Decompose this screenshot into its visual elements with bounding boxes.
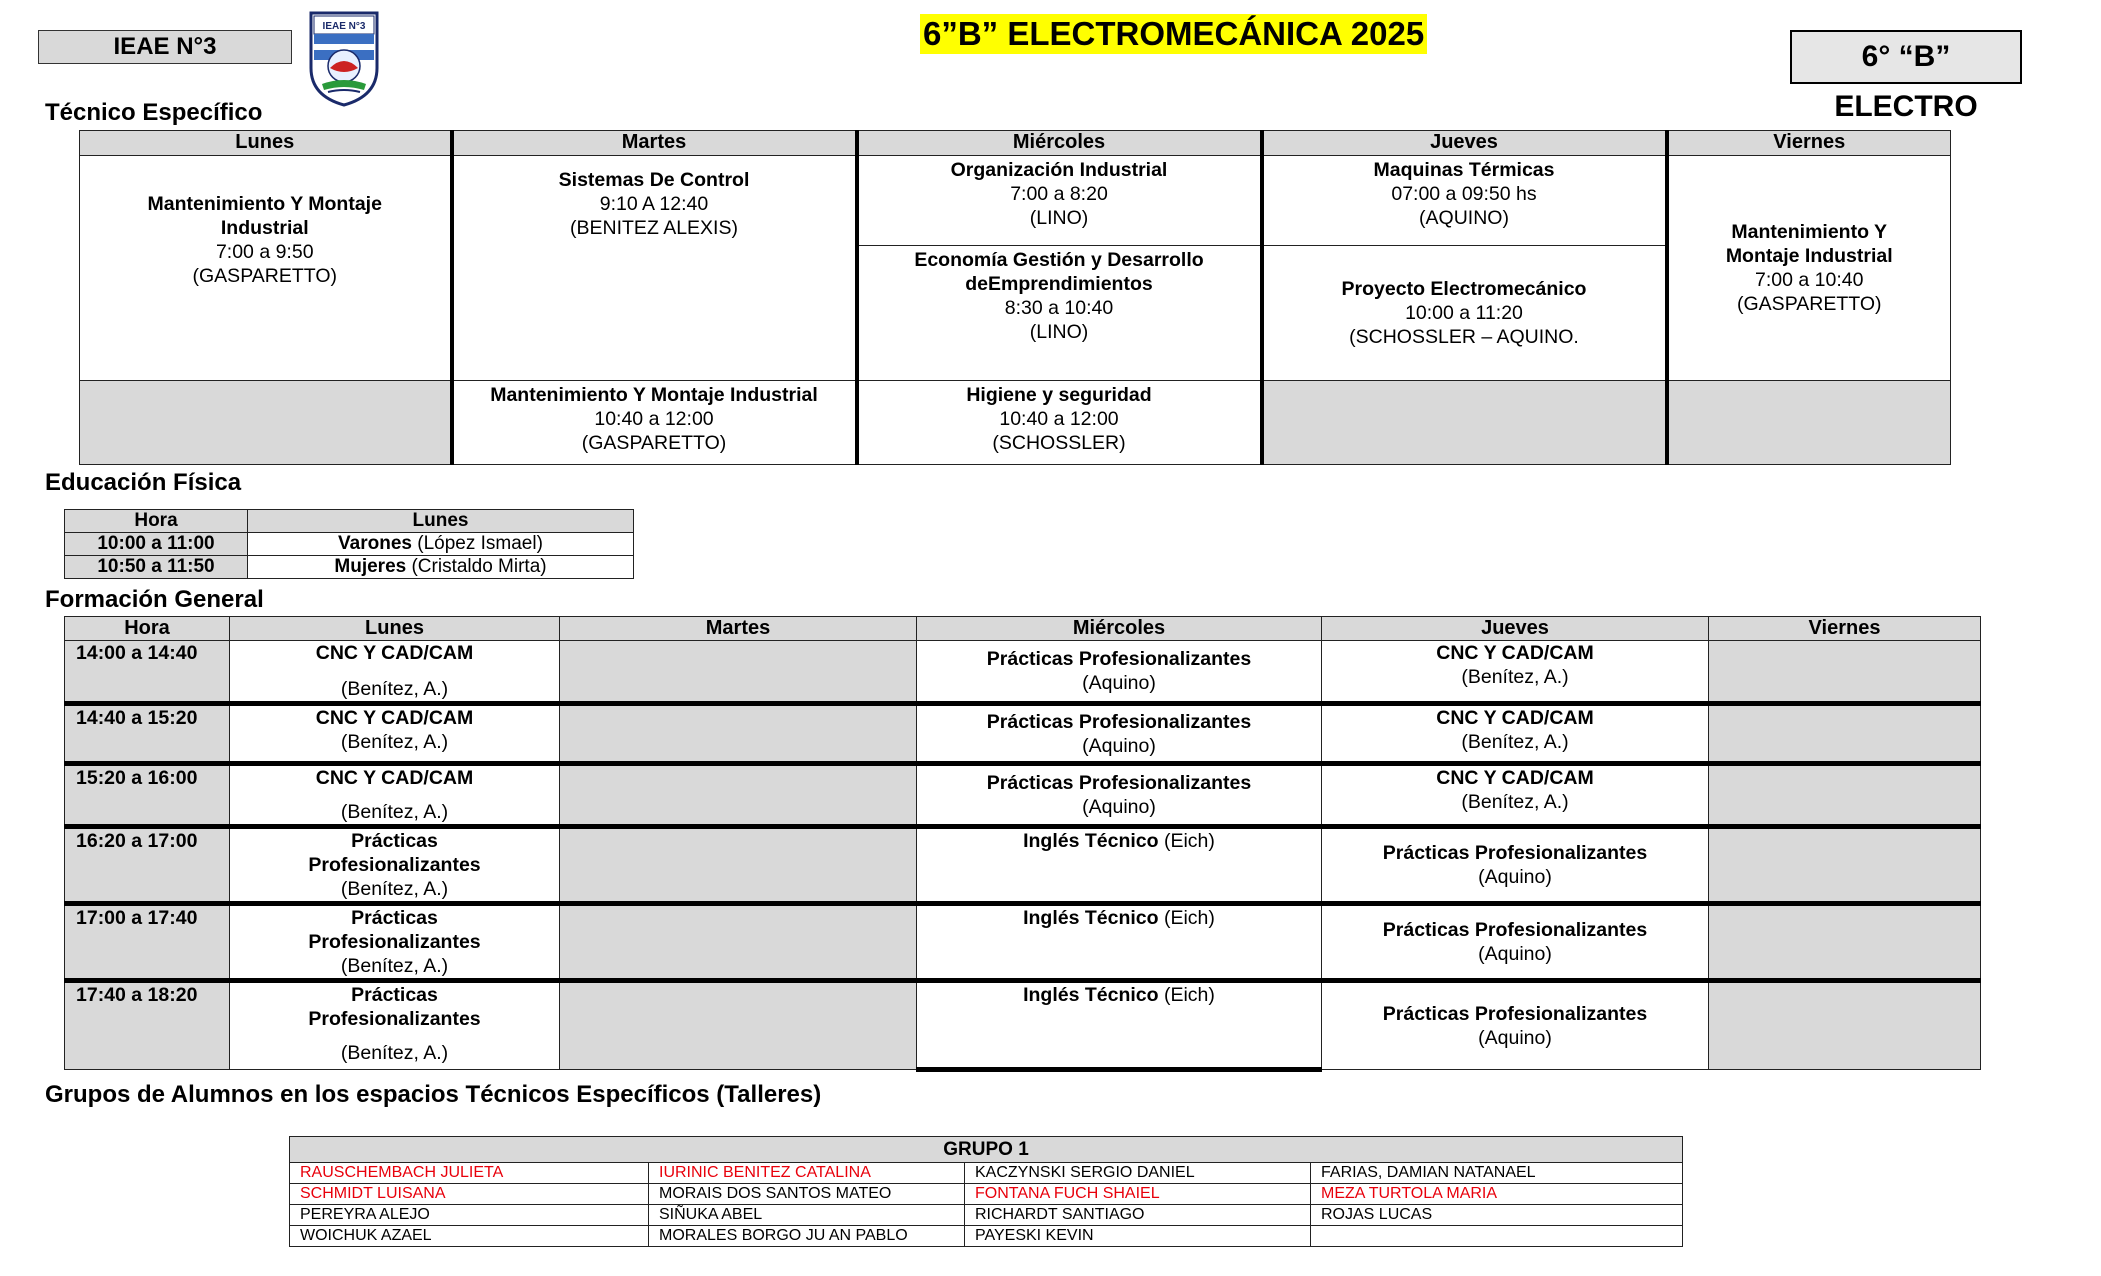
fg-cell-lunes [230, 981, 560, 1070]
student-name: SCHMIDT LUISANA [290, 1184, 649, 1205]
fg-cell-martes [560, 981, 917, 1070]
fg-cell-miercoles [917, 764, 1322, 827]
fg-cell-viernes [1709, 641, 1981, 704]
fg-cell-jueves [1322, 704, 1709, 764]
tecnico-cell-martes-1 [452, 156, 857, 381]
student-name: RICHARDT SANTIAGO [965, 1205, 1311, 1226]
subject-teacher: (AQUINO) [1419, 207, 1509, 229]
subject-teacher: (SCHOSSLER) [992, 432, 1126, 454]
ef-cell [248, 533, 634, 556]
subject-name: Prácticas Profesionalizantes [1382, 919, 1648, 941]
subject-name: CNC Y CAD/CAM [1436, 767, 1594, 789]
subject-name: Prácticas Profesionalizantes [308, 830, 481, 876]
subject-teacher: (GASPARETTO) [192, 265, 337, 287]
section-title-formacion-general: Formación General [45, 586, 264, 613]
fg-cell-miercoles [917, 981, 1322, 1070]
fg-cell-martes [560, 764, 917, 827]
fg-cell-viernes [1709, 704, 1981, 764]
tecnico-header-lunes: Lunes [80, 131, 452, 156]
fg-cell-lunes [230, 764, 560, 827]
fg-row [65, 704, 1981, 764]
subject-time: 10:00 a 11:20 [1405, 302, 1523, 324]
fg-header-hora: Hora [65, 617, 230, 641]
student-name: WOICHUK AZAEL [290, 1226, 649, 1247]
fg-cell-viernes [1709, 764, 1981, 827]
subject-name: Maquinas Térmicas [1373, 159, 1555, 181]
fg-row [65, 764, 1981, 827]
subject-name: Mantenimiento Y Montaje Industrial [147, 193, 382, 239]
subject-teacher: (Benítez, A.) [1461, 731, 1569, 753]
subject-name: Proyecto Electromecánico [1341, 278, 1587, 300]
subject-name: Higiene y seguridad [966, 384, 1152, 406]
tecnico-header-jueves: Jueves [1262, 131, 1667, 156]
fg-hora: 16:20 a 17:00 [65, 827, 230, 904]
subject-time: 10:40 a 12:00 [999, 408, 1119, 430]
subject-name: Prácticas Profesionalizantes [986, 772, 1252, 794]
student-name: SIÑUKA ABEL [649, 1205, 965, 1226]
ef-cell [248, 556, 634, 579]
grupo-row [290, 1226, 1683, 1247]
fg-hora: 15:20 a 16:00 [65, 764, 230, 827]
fg-cell-jueves [1322, 904, 1709, 981]
ef-header-hora: Hora [65, 510, 248, 533]
fg-cell-martes [560, 827, 917, 904]
fg-header-martes: Martes [560, 617, 917, 641]
fg-cell-viernes [1709, 904, 1981, 981]
student-name: FARIAS, DAMIAN NATANAEL [1311, 1163, 1683, 1184]
subject-time: 7:00 a 9:50 [215, 241, 314, 263]
fg-cell-martes [560, 704, 917, 764]
fg-header-miercoles: Miércoles [917, 617, 1322, 641]
subject-name: Mantenimiento Y Montaje Industrial [490, 384, 818, 406]
fg-cell-martes [560, 641, 917, 704]
ef-teacher: (Cristaldo Mirta) [406, 556, 547, 577]
fg-cell-jueves [1322, 981, 1709, 1070]
subject-teacher: (LINO) [1029, 321, 1089, 343]
subject-name: CNC Y CAD/CAM [1436, 642, 1594, 664]
subject-name: Prácticas Profesionalizantes [308, 907, 481, 953]
tecnico-cell-empty [80, 381, 452, 465]
student-name: PEREYRA ALEJO [290, 1205, 649, 1226]
ef-group: Varones [338, 533, 412, 554]
subject-teacher: (Benítez, A.) [340, 955, 449, 977]
subject-teacher: (Aquino) [1082, 672, 1156, 694]
tecnico-cell-jueves-2 [1262, 246, 1667, 381]
subject-time: 8:30 a 10:40 [1004, 297, 1114, 319]
fg-hora: 14:00 a 14:40 [65, 641, 230, 704]
subject-teacher: (Benítez, A.) [1461, 666, 1569, 688]
student-name [1311, 1226, 1683, 1247]
fg-cell-viernes [1709, 827, 1981, 904]
grupo-row [290, 1205, 1683, 1226]
student-name: FONTANA FUCH SHAIEL [965, 1184, 1311, 1205]
student-name: MEZA TURTOLA MARIA [1311, 1184, 1683, 1205]
subject-name: Economía Gestión y Desarrollo deEmprendimientos [914, 249, 1204, 295]
fg-cell-lunes [230, 641, 560, 704]
ef-header-lunes: Lunes [248, 510, 634, 533]
fg-cell-lunes [230, 704, 560, 764]
fg-row [65, 641, 1981, 704]
subject-teacher: (Benítez, A.) [340, 678, 449, 700]
subject-teacher: (Aquino) [1082, 734, 1156, 757]
tecnico-header-viernes: Viernes [1667, 131, 1951, 156]
subject-teacher: (Aquino) [1478, 1027, 1552, 1049]
grupo-table [289, 1136, 1683, 1247]
fg-cell-miercoles [917, 904, 1322, 981]
subject-name: Prácticas Profesionalizantes [986, 710, 1252, 733]
tecnico-cell-martes-2 [452, 381, 857, 465]
school-logo [308, 10, 380, 108]
subject-time: 7:00 a 10:40 [1755, 269, 1864, 291]
tecnico-cell-miercoles-3 [857, 381, 1262, 465]
tecnico-cell-lunes [80, 156, 452, 381]
subject-teacher: (Benítez, A.) [340, 878, 449, 900]
student-name: KACZYNSKI SERGIO DANIEL [965, 1163, 1311, 1184]
fg-hora: 14:40 a 15:20 [65, 704, 230, 764]
section-title-grupos: Grupos de Alumnos en los espacios Técnicos Específicos (Talleres) [45, 1081, 822, 1108]
student-name: MORALES BORGO JU AN PABLO [649, 1226, 965, 1247]
subject-name: CNC Y CAD/CAM [315, 767, 474, 789]
subject-teacher: (LINO) [1029, 207, 1089, 229]
section-title-educacion-fisica: Educación Física [45, 469, 242, 496]
subject-teacher: (Benítez, A.) [340, 1042, 449, 1064]
ef-hora: 10:50 a 11:50 [65, 556, 248, 579]
student-name: PAYESKI KEVIN [965, 1226, 1311, 1247]
subject-name: CNC Y CAD/CAM [315, 707, 474, 729]
subject-name: Mantenimiento Y Montaje Industrial [1725, 221, 1893, 267]
fg-cell-miercoles [917, 827, 1322, 904]
subject-teacher: (Aquino) [1478, 943, 1552, 965]
subject-time: 07:00 a 09:50 hs [1391, 183, 1537, 205]
fg-cell-lunes [230, 827, 560, 904]
ef-hora: 10:00 a 11:00 [65, 533, 248, 556]
fg-cell-viernes [1709, 981, 1981, 1070]
grupo-row [290, 1163, 1683, 1184]
page-title: 6”B” ELECTROMECÁNICA 2025 [920, 14, 1427, 54]
student-name: MORAIS DOS SANTOS MATEO [649, 1184, 965, 1205]
subject-teacher: (Benítez, A.) [340, 731, 449, 753]
subject-teacher: (Benítez, A.) [340, 801, 449, 823]
subject-time: 7:00 a 8:20 [1010, 183, 1108, 205]
subject-name: Prácticas Profesionalizantes [986, 648, 1252, 670]
tecnico-cell-jueves-1 [1262, 156, 1667, 246]
formacion-general-table [64, 616, 1981, 1072]
tecnico-cell-empty [1262, 381, 1667, 465]
fg-cell-jueves [1322, 641, 1709, 704]
fg-header-lunes: Lunes [230, 617, 560, 641]
fg-row [65, 904, 1981, 981]
fg-cell-jueves [1322, 764, 1709, 827]
subject-name: CNC Y CAD/CAM [315, 642, 474, 664]
subject-teacher: (Eich) [1158, 907, 1215, 929]
subject-name: Sistemas De Control [558, 169, 750, 191]
tecnico-cell-viernes [1667, 156, 1951, 381]
fg-cell-jueves [1322, 827, 1709, 904]
ef-group: Mujeres [334, 556, 407, 577]
student-name: ROJAS LUCAS [1311, 1205, 1683, 1226]
student-name: RAUSCHEMBACH JULIETA [290, 1163, 649, 1184]
school-label: IEAE N°3 [38, 30, 292, 64]
subject-teacher: (Eich) [1158, 984, 1215, 1006]
fg-cell-martes [560, 904, 917, 981]
fg-row [65, 981, 1981, 1070]
fg-hora: 17:40 a 18:20 [65, 981, 230, 1070]
subject-name: Organización Industrial [950, 159, 1168, 181]
subject-name: Prácticas Profesionalizantes [1382, 1003, 1648, 1025]
fg-cell-miercoles [917, 641, 1322, 704]
subject-name: CNC Y CAD/CAM [1436, 707, 1594, 729]
fg-cell-miercoles [917, 704, 1322, 764]
fg-cell-lunes [230, 904, 560, 981]
fg-header-viernes: Viernes [1709, 617, 1981, 641]
student-name: IURINIC BENITEZ CATALINA [649, 1163, 965, 1184]
educacion-fisica-table [64, 509, 634, 579]
subject-name: Inglés Técnico [1023, 830, 1159, 852]
subject-teacher: (GASPARETTO) [581, 432, 727, 454]
section-title-tecnico: Técnico Específico [45, 99, 263, 126]
subject-teacher: (Aquino) [1082, 796, 1156, 818]
subject-time: 10:40 a 12:00 [594, 408, 714, 430]
ef-teacher: (López Ismael) [411, 533, 543, 554]
subject-name: Inglés Técnico [1023, 907, 1159, 929]
subject-name: Prácticas Profesionalizantes [308, 984, 481, 1030]
subject-name: Prácticas Profesionalizantes [1382, 842, 1648, 864]
grupo-title: GRUPO 1 [290, 1137, 1683, 1163]
course-label: 6° “B” ELECTRO [1790, 30, 2022, 84]
tecnico-header-miercoles: Miércoles [857, 131, 1262, 156]
tecnico-cell-miercoles-2 [857, 246, 1262, 381]
fg-hora: 17:00 a 17:40 [65, 904, 230, 981]
subject-teacher: (Benítez, A.) [1461, 791, 1569, 813]
subject-name: Inglés Técnico [1023, 984, 1159, 1006]
tecnico-table [79, 130, 1951, 465]
subject-teacher: (SCHOSSLER – AQUINO. [1349, 326, 1579, 348]
subject-teacher: (BENITEZ ALEXIS) [570, 217, 738, 239]
logo-text: IEAE N°3 [322, 21, 366, 32]
subject-teacher: (Eich) [1158, 830, 1215, 852]
grupo-row [290, 1184, 1683, 1205]
subject-teacher: (Aquino) [1478, 866, 1552, 888]
tecnico-cell-empty [1667, 381, 1951, 465]
subject-teacher: (GASPARETTO) [1737, 293, 1882, 315]
fg-header-jueves: Jueves [1322, 617, 1709, 641]
fg-row [65, 827, 1981, 904]
tecnico-cell-miercoles-1 [857, 156, 1262, 246]
subject-time: 9:10 A 12:40 [599, 193, 709, 215]
tecnico-header-martes: Martes [452, 131, 857, 156]
